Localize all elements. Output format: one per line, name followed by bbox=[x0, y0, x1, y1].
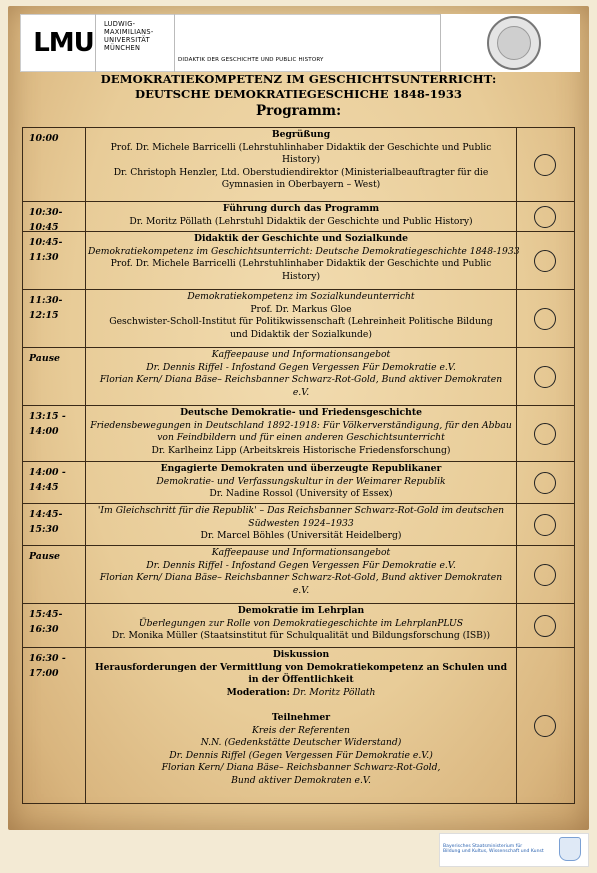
schedule-text-line bbox=[88, 762, 514, 775]
schedule-text: Friedensbewegungen in Deutschland 1892-1918: Für Völkerverständigung, für den Abbau bbox=[90, 419, 512, 431]
schedule-text-line bbox=[88, 179, 514, 192]
university-name-line: UNIVERSITÄT bbox=[104, 36, 150, 44]
schedule-text-line bbox=[88, 605, 514, 618]
schedule-text-line bbox=[88, 245, 520, 259]
schedule-text: Didaktik der Geschichte und Sozialkunde bbox=[194, 233, 408, 244]
schedule-text: e.V. bbox=[292, 584, 310, 596]
checkbox-cell bbox=[516, 604, 574, 647]
schedule-time bbox=[23, 348, 86, 405]
schedule-text-line bbox=[88, 618, 514, 631]
university-name-line: MAXIMILIANS- bbox=[104, 28, 154, 36]
title-line-2: DEUTSCHE DEMOKRATIEGESCHICHE 1848-1933 bbox=[135, 87, 462, 101]
header-divider bbox=[174, 14, 175, 72]
checkbox-cell bbox=[516, 348, 574, 405]
schedule-text: History) bbox=[281, 154, 321, 166]
checkbox-circle[interactable] bbox=[534, 250, 556, 272]
schedule-time-line: Pause bbox=[29, 353, 60, 364]
checkbox-cell bbox=[516, 462, 574, 503]
checkbox-cell bbox=[516, 648, 574, 803]
schedule-text-line bbox=[88, 233, 514, 246]
schedule-text: Dr. Nadine Rossol (University of Essex) bbox=[209, 488, 393, 500]
schedule-text: Dr. Dennis Riffel - Infostand Gegen Vergessen Für Demokratie e.V. bbox=[146, 361, 456, 373]
schedule-text: Demokratiekompetenz im Geschichtsunterricht: Deutsche Demokratiegeschichte 1848-1933 bbox=[88, 245, 520, 257]
schedule-text-line bbox=[88, 291, 514, 304]
schedule-row bbox=[23, 648, 574, 803]
schedule-text-line bbox=[88, 216, 514, 229]
schedule-content bbox=[86, 504, 516, 544]
schedule-time-line: 10:00 bbox=[29, 133, 59, 144]
schedule-text: Dr. Moritz Pöllath (Lehrstuhl Didaktik der Geschichte und Public History) bbox=[129, 215, 473, 227]
schedule-content bbox=[86, 348, 516, 400]
schedule-row bbox=[23, 462, 574, 504]
schedule-time bbox=[23, 290, 86, 347]
schedule-text: Moderation: bbox=[226, 686, 290, 698]
schedule-text-line bbox=[88, 258, 514, 271]
schedule-time-line: 15:30 bbox=[29, 524, 59, 535]
schedule-text: Geschwister-Scholl-Institut für Politikwissenschaft (Lehreinheit Politische Bildung bbox=[109, 316, 493, 328]
schedule-time bbox=[23, 406, 86, 461]
checkbox-cell bbox=[516, 504, 574, 545]
checkbox-cell bbox=[516, 202, 574, 231]
schedule-text-line bbox=[88, 349, 514, 362]
checkbox-cell bbox=[516, 128, 574, 201]
checkbox-cell bbox=[516, 232, 574, 289]
schedule-text-line bbox=[88, 271, 514, 284]
schedule-text: Dr. Monika Müller (Staatsinstitut für Schulqualität und Bildungsforschung (ISB)) bbox=[111, 630, 491, 642]
schedule-text: Prof. Dr. Michele Barricelli (Lehrstuhlinhaber Didaktik der Geschichte und Public bbox=[110, 258, 492, 270]
schedule-text: Dr. Dennis Riffel (Gegen Vergessen Für Demokratie e.V.) bbox=[169, 749, 433, 761]
schedule-text-line bbox=[88, 725, 514, 738]
schedule-text-line bbox=[88, 374, 514, 387]
schedule-text-line bbox=[88, 203, 514, 216]
schedule-time-line: 16:30 bbox=[29, 624, 59, 635]
schedule-text: Prof. Dr. Markus Gloe bbox=[250, 303, 352, 315]
schedule-text: Demokratie- und Verfassungskultur in der Weimarer Republik bbox=[156, 475, 446, 487]
schedule-text: Kaffeepause und Informationsangebot bbox=[211, 349, 391, 360]
ministry-name-line: Bayerisches Staatsministerium für bbox=[443, 844, 523, 849]
bavarian-crest-icon bbox=[559, 837, 581, 861]
schedule-text-line bbox=[88, 142, 514, 155]
schedule-text: Dr. Karlheinz Lipp (Arbeitskreis Historische Friedensforschung) bbox=[151, 444, 451, 456]
schedule-time-line: 17:00 bbox=[29, 668, 59, 679]
schedule-text: Deutsche Demokratie- und Friedensgeschichte bbox=[180, 407, 422, 418]
schedule-row bbox=[23, 290, 574, 348]
ministry-name bbox=[443, 844, 555, 855]
moderator-name: Dr. Moritz Pöllath bbox=[289, 686, 376, 698]
lmu-logo: LMU bbox=[33, 28, 94, 58]
schedule-time-line: 14:00 bbox=[29, 426, 59, 437]
schedule-time-line: Pause bbox=[29, 551, 60, 562]
schedule-content bbox=[86, 202, 516, 229]
schedule-text: Engagierte Demokraten und überzeugte Republikaner bbox=[160, 463, 442, 474]
schedule-text: Diskussion bbox=[272, 649, 330, 660]
schedule-text: Florian Kern/ Diana Bäse– Reichsbanner Schwarz-Rot-Gold, Bund aktiver Demokraten bbox=[99, 572, 503, 584]
schedule-row bbox=[23, 202, 574, 232]
schedule-text: 'Im Gleichschritt für die Republik' – Das Reichsbanner Schwarz-Rot-Gold im deutschen bbox=[97, 505, 505, 516]
schedule-text-line bbox=[88, 775, 514, 788]
seal-inner-ring bbox=[497, 26, 531, 60]
schedule-row bbox=[23, 232, 574, 290]
checkbox-circle[interactable] bbox=[534, 154, 556, 176]
checkbox-cell bbox=[516, 290, 574, 347]
schedule-text: Teilnehmer bbox=[271, 711, 331, 723]
schedule-content bbox=[86, 604, 516, 644]
checkbox-circle[interactable] bbox=[534, 615, 556, 637]
schedule-text-line bbox=[88, 750, 514, 763]
schedule-text-line bbox=[88, 362, 514, 375]
checkbox-circle[interactable] bbox=[534, 514, 556, 536]
schedule-text-line bbox=[88, 687, 514, 700]
schedule-text: und Didaktik der Sozialkunde) bbox=[230, 328, 372, 340]
schedule-text: Dr. Dennis Riffel - Infostand Gegen Vergessen Für Demokratie e.V. bbox=[146, 559, 456, 571]
schedule-time bbox=[23, 202, 86, 231]
schedule-time-line: 11:30- bbox=[29, 295, 63, 306]
schedule-time-line: 14:45 bbox=[29, 482, 59, 493]
schedule-text-line bbox=[88, 316, 514, 329]
schedule-text-line bbox=[88, 407, 514, 420]
schedule-text-line bbox=[88, 505, 514, 518]
schedule-time bbox=[23, 462, 86, 503]
schedule-content bbox=[86, 406, 516, 458]
schedule-content bbox=[86, 128, 516, 193]
schedule-time-line: 12:15 bbox=[29, 310, 59, 321]
lmu-logo-box bbox=[32, 14, 96, 72]
schedule-text: Kaffeepause und Informationsangebot bbox=[211, 547, 391, 558]
schedule-content bbox=[86, 462, 516, 502]
schedule-text: Dr. Marcel Böhles (Universität Heidelberg) bbox=[200, 530, 402, 542]
schedule-text-line bbox=[88, 530, 514, 543]
checkbox-circle[interactable] bbox=[534, 564, 556, 586]
schedule-text-line bbox=[88, 662, 514, 675]
program-heading: Programm: bbox=[255, 103, 342, 119]
checkbox-circle[interactable] bbox=[534, 308, 556, 330]
schedule-time bbox=[23, 128, 86, 201]
schedule-row bbox=[23, 406, 574, 462]
schedule-time-line: 14:00 - bbox=[29, 467, 66, 478]
schedule-text-line bbox=[88, 463, 514, 476]
schedule-row bbox=[23, 348, 574, 406]
schedule-text-line bbox=[88, 488, 514, 501]
schedule-text: Dr. Christoph Henzler, Ltd. Oberstudiendirektor (Ministerialbeauftragter für die bbox=[113, 166, 489, 178]
schedule-text-line bbox=[88, 674, 514, 687]
schedule-content bbox=[86, 232, 520, 284]
schedule-text: Florian Kern/ Diana Bäse– Reichsbanner Schwarz-Rot-Gold, Bund aktiver Demokraten bbox=[99, 374, 503, 386]
schedule-text: e.V. bbox=[292, 386, 310, 398]
schedule-text: Überlegungen zur Rolle von Demokratiegeschichte im LehrplanPLUS bbox=[138, 617, 464, 629]
schedule-time bbox=[23, 604, 86, 647]
schedule-text-line bbox=[88, 518, 514, 531]
schedule-row bbox=[23, 546, 574, 604]
schedule-text-line bbox=[88, 649, 514, 662]
schedule-text: Führung durch das Programm bbox=[222, 203, 380, 214]
schedule-time-line: 15:45- bbox=[29, 609, 63, 620]
checkbox-cell bbox=[516, 406, 574, 461]
schedule-time bbox=[23, 232, 86, 289]
schedule-text-line bbox=[88, 476, 514, 489]
schedule-time-line: 13:15 - bbox=[29, 411, 66, 422]
university-name bbox=[104, 20, 174, 52]
schedule-text: von Feindbildern und für einen anderen Geschichtsunterricht bbox=[157, 432, 445, 444]
schedule-text-line bbox=[88, 154, 514, 167]
schedule-text-line bbox=[88, 572, 514, 585]
schedule-text-line bbox=[88, 420, 514, 433]
checkbox-circle[interactable] bbox=[534, 206, 556, 228]
schedule-text: Bund aktiver Demokraten e.V. bbox=[231, 774, 371, 786]
schedule-content bbox=[86, 648, 516, 789]
schedule-row bbox=[23, 128, 574, 202]
schedule-text: Südwesten 1924–1933 bbox=[248, 517, 354, 529]
schedule-row bbox=[23, 504, 574, 546]
schedule-text: N.N. (Gedenkstätte Deutscher Widerstand) bbox=[200, 737, 402, 749]
university-name-line: LUDWIG- bbox=[104, 20, 136, 28]
schedule-text-line bbox=[88, 560, 514, 573]
schedule-text-line bbox=[88, 630, 514, 643]
schedule-row bbox=[23, 604, 574, 648]
schedule-time bbox=[23, 504, 86, 545]
schedule-text-line bbox=[88, 585, 514, 598]
department-name: DIDAKTIK DER GESCHICHTE UND PUBLIC HISTORY bbox=[178, 57, 324, 63]
ministry-name-line: Bildung und Kultus, Wissenschaft und Kunst bbox=[443, 849, 544, 855]
schedule-text-line bbox=[88, 129, 514, 142]
title-line-1: DEMOKRATIEKOMPETENZ IM GESCHICHTSUNTERRICHT: bbox=[100, 72, 497, 86]
schedule-time-line: 11:30 bbox=[29, 252, 59, 263]
schedule-content bbox=[86, 546, 516, 598]
checkbox-circle[interactable] bbox=[534, 472, 556, 494]
schedule-text-line bbox=[88, 387, 514, 400]
schedule-text-line bbox=[88, 167, 514, 180]
schedule-text: Herausforderungen der Vermittlung von Demokratiekompetenz an Schulen und bbox=[95, 661, 507, 673]
program-table bbox=[22, 127, 575, 804]
schedule-text: Demokratie im Lehrplan bbox=[237, 605, 365, 616]
checkbox-circle[interactable] bbox=[534, 715, 556, 737]
schedule-text: Gymnasien in Oberbayern – West) bbox=[221, 179, 381, 191]
schedule-text-line bbox=[88, 712, 514, 725]
schedule-text: in der Öffentlichkeit bbox=[248, 674, 354, 686]
schedule-text: Prof. Dr. Michele Barricelli (Lehrstuhlinhaber Didaktik der Geschichte und Public bbox=[110, 141, 492, 153]
checkbox-circle[interactable] bbox=[534, 366, 556, 388]
schedule-time-line: 10:45 bbox=[29, 222, 59, 233]
schedule-text: Demokratiekompetenz im Sozialkundeunterricht bbox=[187, 291, 415, 302]
university-name-line: MÜNCHEN bbox=[104, 44, 141, 52]
schedule-text-line bbox=[88, 737, 514, 750]
schedule-text-line bbox=[88, 699, 514, 712]
schedule-time-line: 10:30- bbox=[29, 207, 63, 218]
schedule-time-line: 14:45- bbox=[29, 509, 63, 520]
schedule-text-line bbox=[88, 304, 514, 317]
schedule-text: Kreis der Referenten bbox=[252, 724, 350, 736]
schedule-text: History) bbox=[281, 270, 321, 282]
schedule-text: Florian Kern/ Diana Bäse– Reichsbanner Schwarz-Rot-Gold, bbox=[161, 762, 441, 774]
schedule-text: Begrüßung bbox=[271, 129, 331, 140]
schedule-text-line bbox=[88, 432, 514, 445]
checkbox-circle[interactable] bbox=[534, 423, 556, 445]
schedule-text-line bbox=[88, 445, 514, 458]
checkbox-cell bbox=[516, 546, 574, 603]
schedule-text-line bbox=[88, 329, 514, 342]
schedule-time-line: 16:30 - bbox=[29, 653, 66, 664]
schedule-time bbox=[23, 546, 86, 603]
schedule-time-line: 10:45- bbox=[29, 237, 63, 248]
schedule-time bbox=[23, 648, 86, 803]
schedule-content bbox=[86, 290, 516, 342]
schedule-text-line bbox=[88, 547, 514, 560]
